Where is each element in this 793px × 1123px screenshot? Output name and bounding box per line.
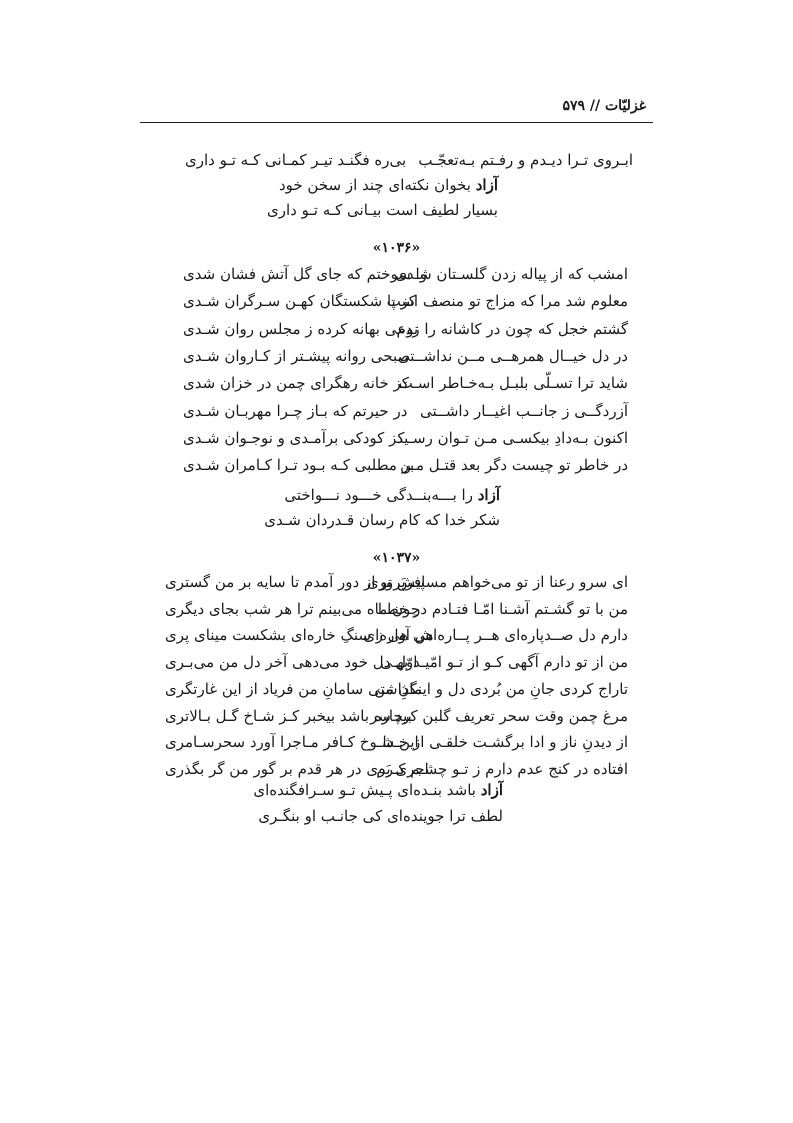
final-line1-text: را بـــه‌بنــدگی خـــود نـــواختی	[284, 486, 478, 504]
final-couplet-line1	[253, 780, 503, 800]
couplet-right: ابـروی تـرا دیـدم و رفـتم بـه‌تعجّـب	[418, 151, 633, 169]
couplet-right-hemistich: در دل خیــال همرهــی مــن نداشــتی	[397, 346, 628, 365]
couplet-right-hemistich: ای سرو رعنا از تو می‌خواهم مسافرپَروری	[367, 573, 628, 591]
couplet-left-hemistich: کز کودکی برآمـدی و نوجـوان شـدی	[183, 428, 405, 447]
couplet-left-hemistich: بیچاره باشد بیخبر کـز شـاخ گـل بـالاتری	[165, 706, 412, 725]
final-couplet-line2: شکر خدا که کام رسان قـدردان شـدی	[264, 511, 500, 529]
final-couplet-line1	[279, 175, 498, 195]
couplet-left-hemistich: پیش تو از دور آمدم تا سایه بر من گستری	[165, 573, 425, 591]
final-line1-text: بخوان نکته‌ای چند از سخن خود	[278, 176, 476, 194]
couplet-right-hemistich: آزردگــی ز جانــب اغیــار داشــتی	[420, 401, 628, 420]
couplet-right-hemistich: معلوم شد مرا که مزاج تو منصف است	[386, 292, 628, 311]
couplet-left-hemistich: بر مطلبی کـه بـود تـرا کـامران شـدی	[183, 456, 415, 475]
couplet-right-hemistich: در خاطر تو چیست دگر بعد قتـل مـن	[400, 456, 628, 475]
running-header: غزلیّات // ۵۷۹	[562, 98, 646, 114]
final-couplet-line2: لطف ترا جوینده‌ای کی جانـب او بنگـری	[258, 807, 503, 825]
couplet-left-hemistich: چون ماه می‌بینم ترا هر شب بجای دیگری	[165, 599, 421, 618]
couplet-left-hemistich: هی هی ز سنگِ خاره‌ای بشکست مینای پری	[165, 626, 434, 645]
couplet-left-hemistich: نگذاشتی سامانِ من فریاد از این غارتگری	[165, 679, 423, 698]
couplet-left-hemistich: این شـوخ کـافر مـاجرا آورد سحرسـامری	[165, 733, 419, 752]
couplet-left-hemistich: نوعی بهانه کرده ز مجلس روان شـدی	[183, 319, 419, 338]
couplet-left-hemistich: اجری بَری در هر قدم بر گور من گر بگذری	[165, 759, 429, 778]
poet-name: آزاد	[477, 486, 500, 504]
couplet-left-hemistich: صبحی روانه پیشـتر از کـاروان شـدی	[183, 346, 411, 365]
couplet-right-hemistich: از دیدنِ ناز و ادا برگشـت خلقـی از خـدا	[382, 733, 628, 752]
couplet-left-hemistich: کز پا شکستگان کهـن سـرگران شـدی	[183, 292, 416, 311]
poet-name: آزاد	[475, 176, 498, 194]
couplet-right-hemistich: گشتم خجل که چون در کاشانه را زدم	[396, 319, 628, 338]
couplet-left-hemistich: کز خانه رهگرای چمن در خزان شدی	[183, 374, 409, 393]
couplet-right-hemistich: امشب که از پیاله زدن گلسـتان شـدی	[395, 265, 628, 283]
final-line1-text: باشد بنـده‌ای پـیش تـو سـرافگنده‌ای	[253, 781, 481, 799]
poet-name: آزاد	[480, 781, 503, 799]
couplet-right-hemistich: تاراج کردی جانِ من بُردی دل و ایمانِ من	[374, 679, 628, 698]
couplet-right-hemistich: من از تو دارم آگهی کـو از تـو امّیـد بهـی	[380, 653, 628, 672]
couplet-right-hemistich: اکنون بـه‌دادِ بیکسـی مـن تـوان رسـید	[396, 428, 628, 447]
couplet-right-hemistich: من با تو گشـتم آشـنا امّـا فتـادم در خطـا	[377, 599, 628, 618]
final-couplet-line1	[284, 485, 500, 505]
ghazal-number: «۱۰۳۷»	[372, 550, 421, 566]
final-couplet-line2: بسیار لطیف است بیـانی کـه تـو داری	[267, 201, 498, 219]
couplet-left: بی‌ره فگنـد تیـر کمـانی کـه تـو داری	[185, 151, 407, 169]
couplet-right-hemistich: شاید ترا تسـلّی بلبـل بـه‌خـاطر اسـت	[398, 374, 628, 393]
couplet-left-hemistich: اوّل دل خود می‌دهی آخر دل من می‌بـری	[165, 653, 418, 672]
couplet-right-hemistich: دارم دل صــدپاره‌ای هــر پــاره‌اش آواره‌ای	[363, 626, 628, 645]
couplet-right-hemistich: افتاده در کنج عدم دارم ز تـو چشـم کـرم	[376, 759, 628, 778]
header-rule	[140, 122, 653, 123]
couplet-left-hemistich: در حیرتم که بـاز چـرا مهربـان شـدی	[183, 401, 408, 420]
couplet-right-hemistich: مرغ چمن وقت سحر تعریف گلبن کرد سر	[369, 706, 628, 725]
couplet-left-hemistich: وا سوختم که جای گل آتش فشان شدی	[183, 265, 427, 283]
ghazal-number: «۱۰۳۶»	[372, 240, 421, 256]
